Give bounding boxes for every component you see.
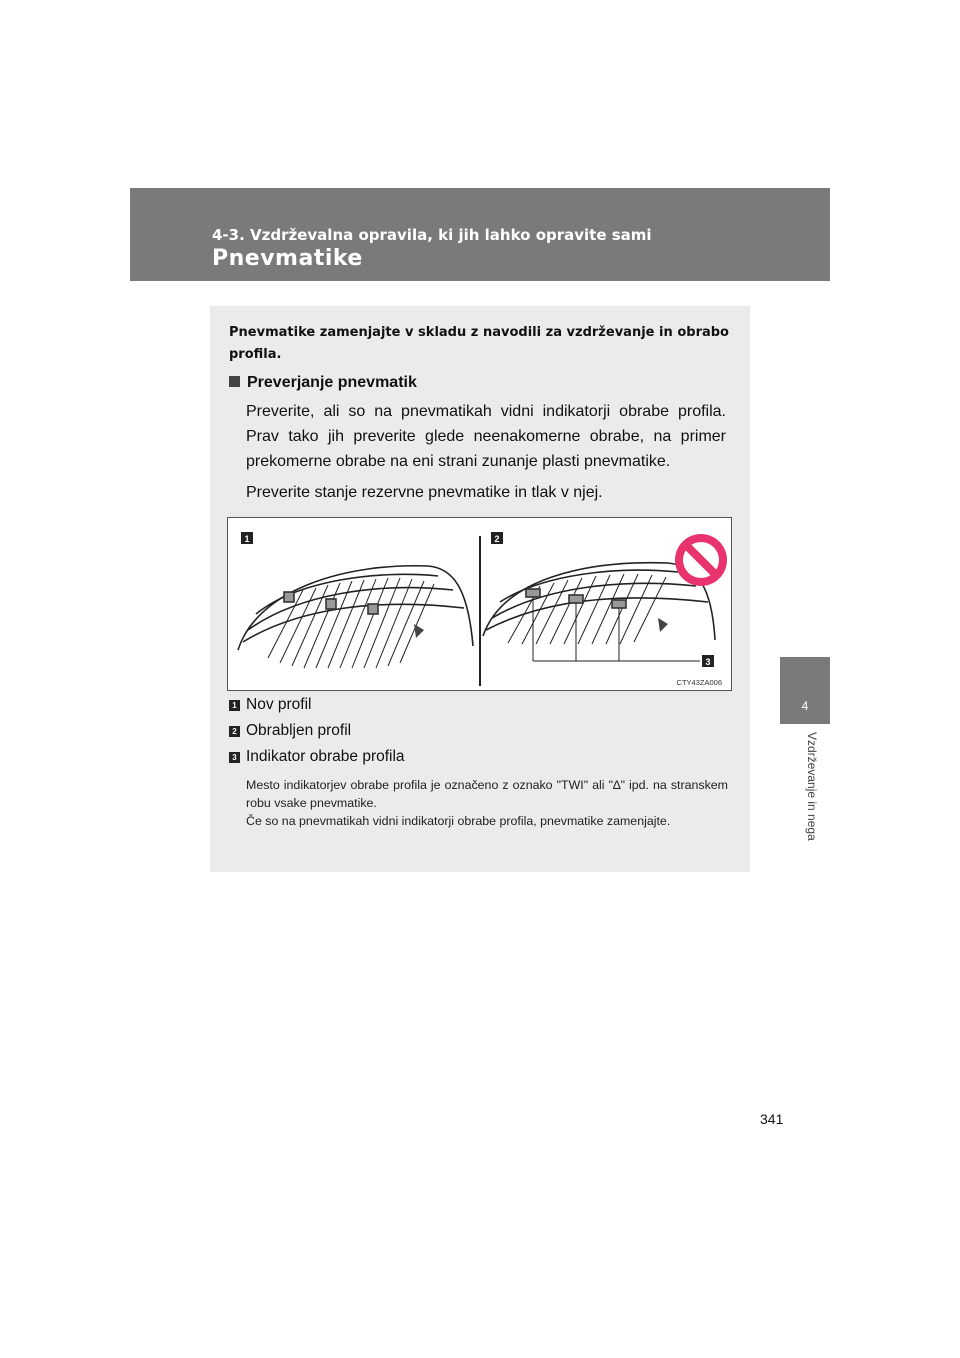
note-line-1: Mesto indikatorjev obrabe profila je označeno z oznako "TWI" ali "∆" ipd. na stranskem robu vsake pnevmatike. [246, 778, 728, 810]
content-box [210, 306, 750, 872]
marker-2 [491, 532, 503, 544]
legend-text-1: Nov profil [246, 696, 312, 713]
square-bullet-icon [229, 376, 240, 387]
marker-3-label: 3 [705, 657, 711, 667]
note-line-2: Če so na pnevmatikah vidni indikatorji obrabe profila, pnevmatike zamenjajte. [246, 814, 671, 828]
page-title: Pnevmatike [212, 246, 363, 271]
marker-3 [702, 655, 714, 667]
chapter-number: 4 [801, 699, 809, 713]
section-title: 4-3. Vzdrževalna opravila, ki jih lahko opravite sami [212, 226, 652, 244]
chapter-tab [780, 657, 830, 724]
indicator-note [246, 776, 728, 830]
marker-2-label: 2 [494, 534, 500, 544]
prohibition-icon [675, 534, 727, 586]
subheading-label: Preverjanje pnevmatik [247, 374, 417, 391]
figure-code: CTY43ZA006 [676, 678, 722, 687]
tire-illustration [228, 518, 731, 690]
legend-item [229, 722, 351, 740]
legend-badge-1: 1 [229, 700, 240, 711]
tire-tread-figure [227, 517, 732, 691]
legend-item [229, 696, 311, 714]
chapter-header [130, 188, 830, 281]
legend-text-3: Indikator obrabe profila [246, 748, 405, 765]
spare-paragraph: Preverite stanje rezervne pnevmatike in tlak v njej. [246, 484, 603, 501]
new-tire-drawing [238, 566, 473, 668]
chapter-label: Vzdrževanje in nega [805, 732, 819, 841]
legend-badge-3: 3 [229, 752, 240, 763]
marker-1 [241, 532, 253, 544]
subheading [229, 374, 417, 392]
marker-1-label: 1 [244, 534, 250, 544]
intro-text: Pnevmatike zamenjajte v skladu z navodili za vzdrževanje in obrabo profila. [229, 325, 729, 362]
check-paragraph: Preverite, ali so na pnevmatikah vidni indikatorji obrabe profila. Prav tako jih preverite glede neenakomerne obrabe, na primer prekomerne obrabe na eni strani zunanje plasti pnevmatike. [246, 403, 726, 470]
legend-text-2: Obrabljen profil [246, 722, 352, 739]
legend-item [229, 748, 405, 766]
legend-badge-2: 2 [229, 726, 240, 737]
page-number: 341 [760, 1111, 784, 1127]
